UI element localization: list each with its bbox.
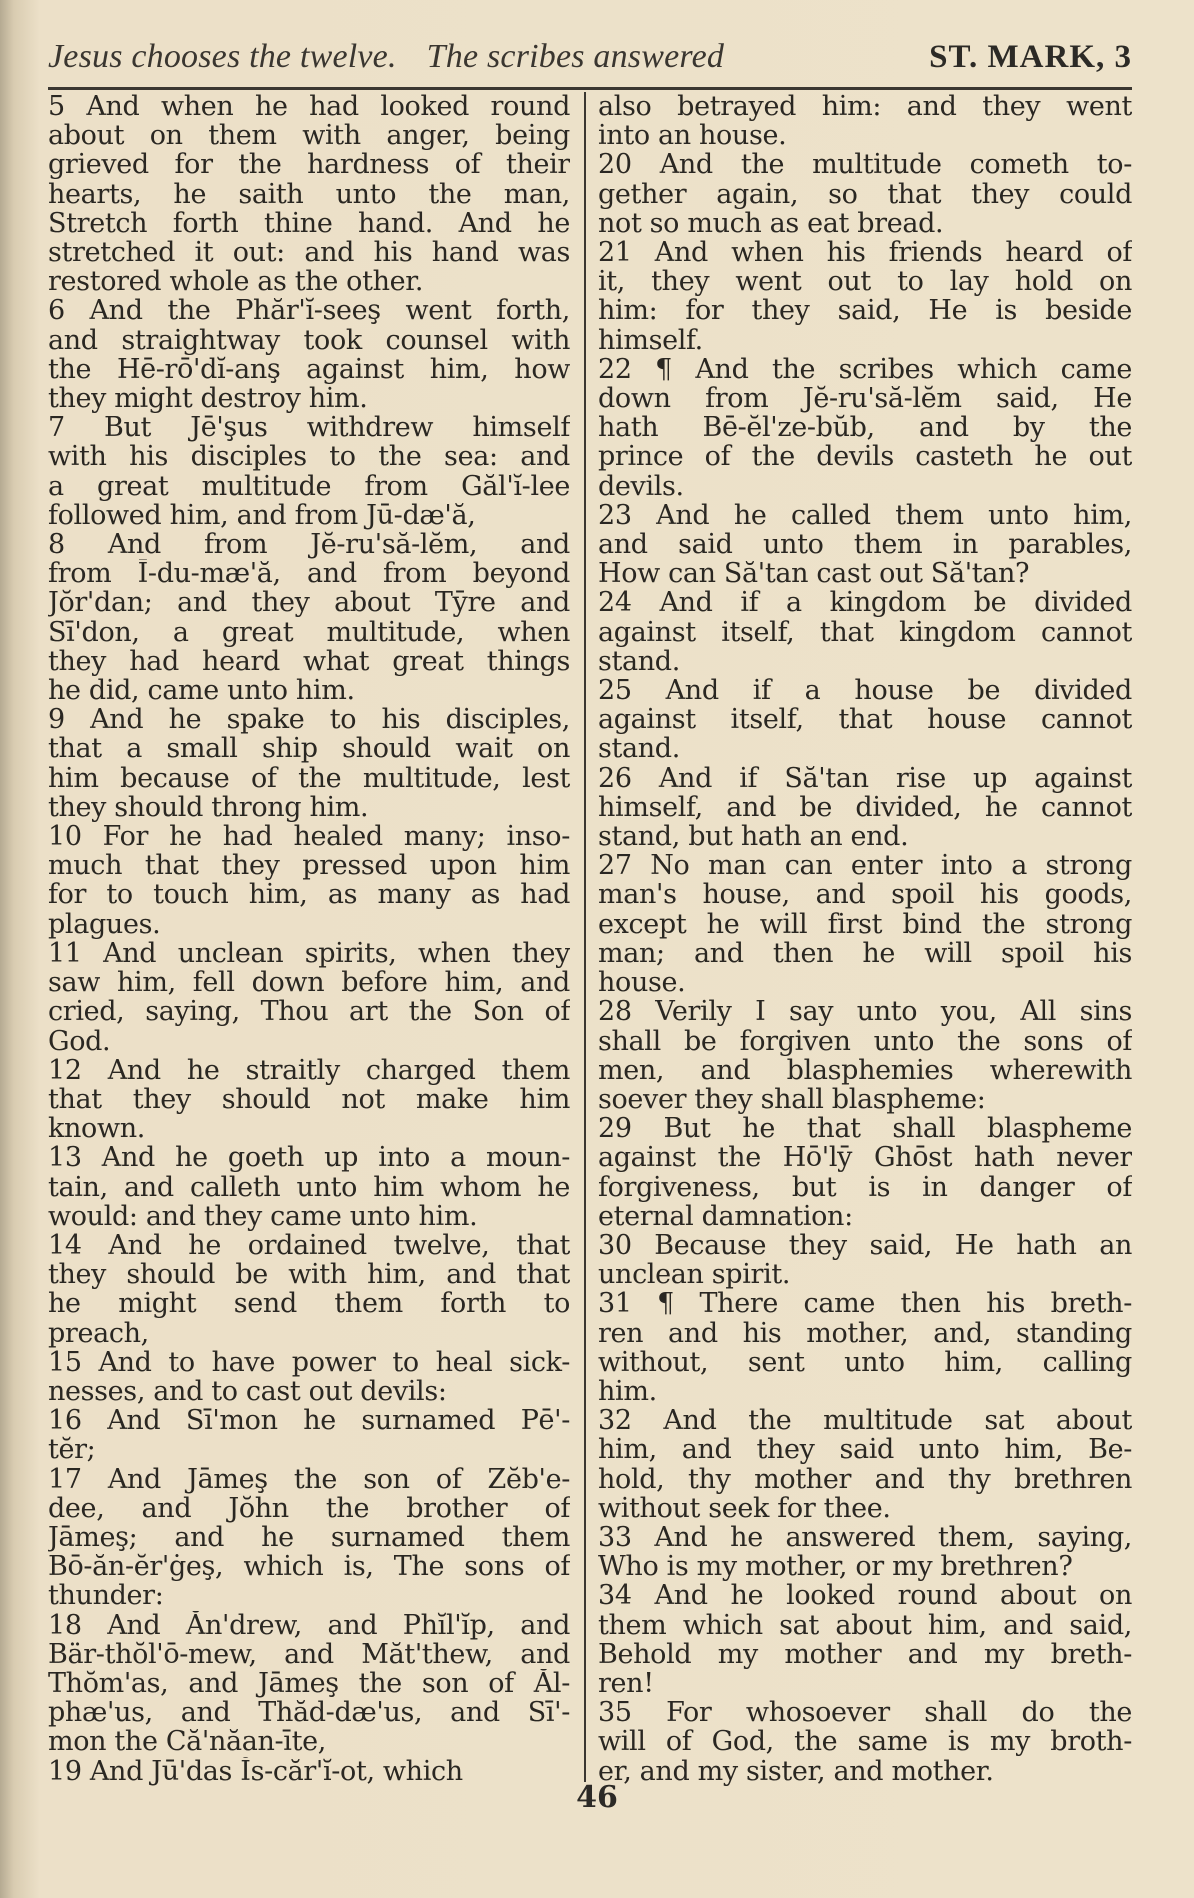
text-line: 13 And he goeth up into a moun- bbox=[48, 1143, 570, 1173]
text-line: 12 And he straitly charged them bbox=[48, 1055, 570, 1085]
text-line: man's house, and spoil his goods, bbox=[598, 880, 1132, 910]
text-line: er, and my sister, and mother. bbox=[598, 1756, 994, 1786]
verse-paragraph bbox=[598, 764, 1132, 852]
text-line: 15 And to have power to heal sick- bbox=[48, 1347, 570, 1377]
text-line: him: for they said, He is beside bbox=[598, 296, 1132, 326]
text-line: house. bbox=[598, 968, 686, 998]
text-line: restored whole as the other. bbox=[48, 267, 424, 297]
text-line: 24 And if a kingdom be divided bbox=[598, 588, 1132, 618]
text-line: 16 And Sī'mon he surnamed Pē'- bbox=[48, 1406, 570, 1436]
text-line: 23 And he called them unto him, bbox=[598, 500, 1132, 531]
verse-paragraph bbox=[598, 92, 1132, 150]
text-line: eternal damnation: bbox=[598, 1201, 853, 1231]
text-line: unclean spirit. bbox=[598, 1260, 791, 1290]
text-line: hold, thy mother and thy brethren bbox=[598, 1464, 1132, 1494]
text-line: not so much as eat bread. bbox=[598, 208, 944, 239]
verse-paragraph bbox=[48, 822, 570, 939]
text-line: 29 But he that shall blaspheme bbox=[598, 1114, 1132, 1144]
text-line: mon the Că'năan-īte, bbox=[48, 1727, 326, 1757]
verse-paragraph bbox=[598, 851, 1132, 997]
verse-paragraph bbox=[598, 501, 1132, 589]
text-line: him. bbox=[598, 1376, 657, 1407]
text-line: nesses, and to cast out devils: bbox=[48, 1376, 447, 1407]
verse-paragraph bbox=[598, 1581, 1132, 1698]
text-line: soever they shall blaspheme: bbox=[598, 1084, 986, 1115]
text-line: he might send them forth to bbox=[48, 1289, 570, 1319]
text-line: Who is my mother, or my brethren? bbox=[598, 1552, 1073, 1582]
text-line: much that they pressed upon him bbox=[48, 851, 570, 881]
text-line: 11 And unclean spirits, when they bbox=[48, 938, 570, 969]
text-line: 5 And when he had looked round bbox=[48, 92, 570, 122]
text-line: 7 But Jē'şus withdrew himself bbox=[48, 413, 570, 443]
text-line: 19 And Jū'das Ĭs-căr'ĭ-ot, which bbox=[48, 1756, 463, 1786]
text-line: Bär-thŏl'ō-mew, and Măt'thew, and bbox=[48, 1639, 570, 1669]
text-line: Bō-ăn-ĕr'ġeş, which is, The sons of bbox=[48, 1552, 570, 1582]
text-line: stand. bbox=[598, 646, 680, 677]
text-line: prince of the devils casteth he out bbox=[598, 442, 1132, 472]
text-line: 33 And he answered them, saying, bbox=[598, 1522, 1132, 1553]
text-line: Jŏr'dan; and they about Tȳre and bbox=[48, 588, 570, 618]
text-line: 6 And the Phăr'ĭ-seeş went forth, bbox=[48, 296, 570, 326]
text-line: against the Hō'lȳ Ghōst hath never bbox=[598, 1143, 1132, 1173]
text-line: they should throng him. bbox=[48, 792, 369, 823]
text-line: about on them with anger, being bbox=[48, 121, 570, 151]
text-line: against itself, that house cannot bbox=[598, 705, 1132, 735]
text-line: except he will first bind the strong bbox=[598, 909, 1132, 939]
text-line: without, sent unto him, calling bbox=[598, 1347, 1132, 1377]
verse-paragraph bbox=[598, 1231, 1132, 1289]
text-line: against itself, that kingdom cannot bbox=[598, 617, 1132, 647]
text-line: the Hē-rō'dĭ-anş against him, how bbox=[48, 354, 570, 385]
running-title-left: Jesus chooses the twelve. bbox=[48, 38, 397, 75]
text-line: 14 And he ordained twelve, that bbox=[48, 1230, 570, 1261]
text-line: for to touch him, as many as had bbox=[48, 880, 570, 910]
header-rule bbox=[48, 87, 1132, 90]
text-line: 9 And he spake to his disciples, bbox=[48, 705, 570, 735]
text-line: 8 And from Jĕ-ru'să-lĕm, and bbox=[48, 530, 570, 560]
text-line: forgiveness, but is in danger of bbox=[598, 1172, 1132, 1202]
text-line: they might destroy him. bbox=[48, 384, 368, 414]
column-divider bbox=[584, 92, 586, 1782]
text-line: 26 And if Să'tan rise up against bbox=[598, 763, 1132, 793]
text-line: thunder: bbox=[48, 1581, 164, 1611]
verse-paragraph bbox=[598, 355, 1132, 501]
text-line: 32 And the multitude sat about bbox=[598, 1406, 1132, 1436]
verse-paragraph bbox=[48, 1406, 570, 1464]
page-number: 46 bbox=[576, 1780, 618, 1815]
text-line: hearts, he saith unto the man, bbox=[48, 179, 570, 209]
text-line: man; and then he will spoil his bbox=[598, 938, 1132, 969]
text-line: Sī'don, a great multitude, when bbox=[48, 617, 570, 647]
text-line: tĕr; bbox=[48, 1435, 96, 1465]
text-line: will of God, the same is my broth- bbox=[598, 1727, 1132, 1757]
verse-paragraph bbox=[598, 676, 1132, 764]
text-line: with his disciples to the sea: and bbox=[48, 442, 570, 472]
text-line: they should be with him, and that bbox=[48, 1260, 570, 1290]
running-title-right: The scribes answered bbox=[426, 38, 725, 75]
running-title bbox=[48, 38, 724, 76]
left-column bbox=[48, 92, 570, 1786]
text-line: saw him, fell down before him, and bbox=[48, 968, 570, 998]
verse-paragraph bbox=[48, 1465, 570, 1611]
verse-paragraph bbox=[48, 1348, 570, 1406]
verse-paragraph bbox=[48, 413, 570, 530]
text-line: stand. bbox=[598, 734, 680, 764]
text-line: gether again, so that they could bbox=[598, 179, 1132, 209]
text-line: 35 For whosoever shall do the bbox=[598, 1698, 1132, 1728]
text-line: and said unto them in parables, bbox=[598, 530, 1132, 560]
verse-paragraph bbox=[598, 150, 1132, 238]
verse-paragraph bbox=[598, 1523, 1132, 1581]
verse-paragraph bbox=[48, 1231, 570, 1348]
text-line: stand, but hath an end. bbox=[598, 822, 909, 852]
text-line: 20 And the multitude cometh to- bbox=[598, 150, 1132, 180]
text-line: 22 ¶ And the scribes which came bbox=[598, 354, 1132, 385]
verse-paragraph bbox=[48, 92, 570, 296]
text-line: without seek for thee. bbox=[598, 1493, 891, 1523]
verse-paragraph bbox=[598, 238, 1132, 355]
text-line: 31 ¶ There came then his breth- bbox=[598, 1289, 1132, 1319]
text-line: and straightway took counsel with bbox=[48, 325, 570, 355]
text-line: God. bbox=[48, 1026, 111, 1056]
text-line: 18 And Ăn'drew, and Phĭl'ĭp, and bbox=[48, 1610, 570, 1640]
verse-paragraph bbox=[48, 530, 570, 705]
text-line: Behold my mother and my breth- bbox=[598, 1639, 1132, 1669]
page-header bbox=[48, 28, 1132, 86]
text-line: followed him, and from Jū-dæ'ă, bbox=[48, 500, 476, 531]
text-line: How can Să'tan cast out Să'tan? bbox=[598, 559, 1030, 589]
verse-paragraph bbox=[48, 1143, 570, 1231]
text-line: shall be forgiven unto the sons of bbox=[598, 1026, 1132, 1056]
book-reference: ST. MARK, 3 bbox=[929, 38, 1132, 75]
text-line: would: and they came unto him. bbox=[48, 1201, 478, 1231]
text-line: into an house. bbox=[598, 121, 787, 151]
text-line: cried, saying, Thou art the Son of bbox=[48, 997, 570, 1027]
verse-paragraph bbox=[48, 1056, 570, 1144]
text-line: also betrayed him: and they went bbox=[598, 92, 1132, 122]
text-line: that a small ship should wait on bbox=[48, 734, 570, 764]
text-line: preach, bbox=[48, 1318, 149, 1348]
text-line: Thŏm'as, and Jāmeş the son of Ăl- bbox=[48, 1668, 570, 1699]
text-line: ren and his mother, and, standing bbox=[598, 1318, 1132, 1348]
text-line: that they should not make him bbox=[48, 1084, 570, 1115]
right-column bbox=[598, 92, 1132, 1786]
verse-paragraph bbox=[598, 1698, 1132, 1786]
text-line: them which sat about him, and said, bbox=[598, 1610, 1132, 1640]
verse-paragraph bbox=[48, 705, 570, 822]
text-line: ren! bbox=[598, 1668, 654, 1699]
text-line: 21 And when his friends heard of bbox=[598, 238, 1132, 268]
text-line: 17 And Jāmeş the son of Zĕb'e- bbox=[48, 1464, 570, 1494]
text-line: Jāmeş; and he surnamed them bbox=[48, 1522, 570, 1553]
text-line: dee, and Jŏhn the brother of bbox=[48, 1493, 570, 1523]
verse-paragraph bbox=[598, 997, 1132, 1114]
verse-paragraph bbox=[48, 1611, 570, 1757]
text-line: him because of the multitude, lest bbox=[48, 763, 570, 793]
text-line: himself, and be divided, he cannot bbox=[598, 792, 1132, 823]
text-line: a great multitude from Găl'ĭ-lee bbox=[48, 471, 570, 501]
text-line: himself. bbox=[598, 325, 703, 355]
text-line: devils. bbox=[598, 471, 684, 501]
verse-paragraph bbox=[48, 296, 570, 413]
text-line: it, they went out to lay hold on bbox=[598, 267, 1132, 297]
text-line: known. bbox=[48, 1114, 145, 1144]
text-line: plagues. bbox=[48, 909, 161, 939]
text-line: tain, and calleth unto him whom he bbox=[48, 1172, 570, 1202]
verse-paragraph bbox=[598, 1406, 1132, 1523]
text-line: him, and they said unto him, Be- bbox=[598, 1435, 1132, 1465]
verse-paragraph bbox=[598, 1114, 1132, 1231]
text-line: 34 And he looked round about on bbox=[598, 1581, 1132, 1611]
text-line: Stretch forth thine hand. And he bbox=[48, 208, 570, 239]
text-line: down from Jĕ-ru'să-lĕm said, He bbox=[598, 384, 1132, 414]
text-line: they had heard what great things bbox=[48, 646, 570, 677]
text-line: he did, came unto him. bbox=[48, 676, 355, 706]
text-line: from Ī-du-mæ'ă, and from beyond bbox=[48, 559, 570, 589]
text-line: 27 No man can enter into a strong bbox=[598, 851, 1132, 881]
text-line: grieved for the hardness of their bbox=[48, 150, 570, 180]
text-line: 30 Because they said, He hath an bbox=[598, 1230, 1132, 1261]
text-line: 10 For he had healed many; inso- bbox=[48, 822, 570, 852]
verse-paragraph bbox=[48, 939, 570, 1056]
text-line: 28 Verily I say unto you, All sins bbox=[598, 997, 1132, 1027]
text-line: 25 And if a house be divided bbox=[598, 676, 1132, 706]
text-line: stretched it out: and his hand was bbox=[48, 238, 570, 268]
verse-paragraph bbox=[598, 588, 1132, 676]
verse-paragraph bbox=[598, 1289, 1132, 1406]
text-line: hath Bē-ĕl'ze-bŭb, and by the bbox=[598, 413, 1132, 443]
text-line: men, and blasphemies wherewith bbox=[598, 1055, 1132, 1085]
text-line: phæ'us, and Thăd-dæ'us, and Sī'- bbox=[48, 1698, 570, 1728]
